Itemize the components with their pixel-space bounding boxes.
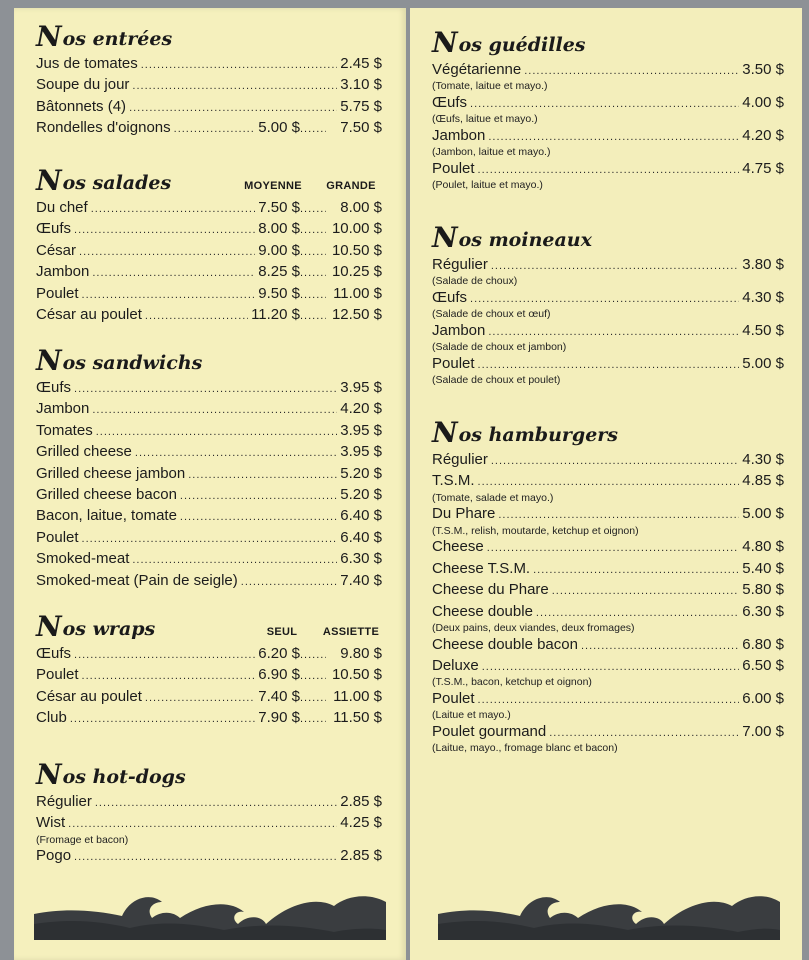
menu-item [36,262,382,283]
menu-item-description: (Fromage et bacon) [36,833,129,846]
menu-item-price-large: 11.00 $ [333,284,382,302]
menu-item [432,321,784,342]
column-headers [232,180,382,194]
menu-item-description: (Salade de choux et œuf) [432,308,551,321]
menu-item-price: 8.25 $ [258,263,300,281]
menu-item [36,219,382,240]
section-heading: N os salades MOYENNE GRANDE [36,166,382,194]
dot-leader [300,221,326,240]
menu-item-price: 6.00 $ [742,690,784,708]
menu-item-price: 4.80 $ [742,538,784,556]
menu-item-name: Jambon [432,127,486,144]
menu-item-description: (T.S.M., bacon, ketchup et oignon) [432,676,592,689]
menu-item-price-large: 8.00 $ [340,199,382,216]
item-list [36,54,382,140]
dot-leader [135,444,337,463]
dot-leader [68,815,337,834]
menu-item-name: César au poulet [36,306,142,324]
menu-item-description: (Laitue, mayo., fromage blanc et bacon) [432,742,618,755]
dot-leader [92,264,255,283]
dot-leader [95,794,337,813]
menu-item-description: (Tomate, salade et mayo.) [432,491,554,504]
menu-item [36,378,382,399]
menu-item [36,75,382,96]
menu-item-name: Régulier [432,256,488,273]
dot-leader [488,128,739,147]
dot-leader [91,200,256,219]
menu-item [36,421,382,442]
item-list [432,255,784,387]
menu-item-name: Œufs [36,379,72,396]
menu-item-price-large: 7.50 $ [340,119,382,137]
menu-item [36,644,382,665]
menu-item [36,813,382,834]
menu-item-price: 6.90 $ [258,666,300,684]
menu-item-price: 3.10 $ [340,76,382,94]
menu-item-price: 5.20 $ [340,486,382,504]
menu-item-price: 8.00 $ [258,220,300,238]
menu-item-name: Poulet [36,528,79,546]
item-list [36,644,382,730]
menu-item-price-large: 12.50 $ [331,306,382,324]
menu-item-name: T.S.M. [432,472,475,490]
dot-leader [300,120,326,139]
menu-item-name: Cheese double [432,602,533,620]
menu-item-price-large: 10.50 $ [331,666,382,684]
menu-item-price: 7.00 $ [742,723,784,741]
dot-leader [488,323,739,342]
menu-item-price: 6.20 $ [258,645,300,662]
menu-item-price: 5.20 $ [340,464,382,482]
menu-item-name: César au poulet [36,687,142,705]
menu-item [36,97,382,118]
menu-item [432,689,784,710]
menu-item-price: 6.50 $ [742,657,784,675]
menu-item-price: 3.80 $ [742,256,784,273]
menu-item-name: Poulet [432,690,475,708]
menu-item-name: Cheese double bacon [432,635,578,653]
menu-item-name: Jambon [36,263,90,281]
menu-item-price: 3.50 $ [742,61,784,78]
menu-item-price: 7.50 $ [258,199,300,216]
dot-leader [70,710,255,729]
section-moineaux [432,223,784,387]
dot-leader [470,95,739,114]
menu-item [36,708,382,729]
menu-item-price: 6.40 $ [340,507,382,525]
dot-leader [552,582,740,601]
menu-item-name: Smoked-meat [36,550,130,568]
dot-leader [82,667,256,686]
menu-item [432,60,784,81]
section-heading: N os entrées [36,20,173,53]
menu-item [36,846,382,867]
menu-item-name: Poulet [432,355,475,372]
menu-item-description: (Deux pains, deux viandes, deux fromages) [432,622,635,635]
menu-item-price-large: 11.50 $ [333,709,382,727]
menu-item-price-large: 10.50 $ [331,241,382,259]
menu-item [432,635,784,656]
section-heading: N os sandwichs [36,344,203,377]
menu-item [36,549,382,570]
menu-item-price: 2.85 $ [340,793,382,810]
menu-item-description: (T.S.M., relish, moutarde, ketchup et oignon) [432,524,639,537]
section-entrees [36,22,382,140]
menu-item-name: Wist [36,814,66,832]
menu-item-price: 6.30 $ [742,602,784,620]
menu-item-name: Rondelles d'oignons [36,119,171,137]
dot-leader [79,243,255,262]
menu-item-price: 5.00 $ [742,355,784,372]
menu-page-left [14,8,406,960]
menu-item-name: Végétarienne [432,61,522,78]
menu-item [432,537,784,558]
column-header-grande: GRANDE [326,180,376,192]
menu-item-name: Deluxe [432,657,479,675]
menu-item-price-large: 10.00 $ [331,220,382,238]
ocean-waves-icon [438,888,780,940]
menu-item-price: 4.30 $ [742,289,784,306]
menu-item-name: Régulier [36,793,92,810]
menu-item-name: Cheese [432,538,484,556]
menu-item-price: 11.20 $ [251,306,300,324]
section-heading: N os moineaux [432,221,592,254]
menu-item-price: 3.95 $ [340,421,382,439]
menu-item [36,54,382,75]
dot-leader [549,724,739,743]
menu-item-name: Bacon, laitue, tomate [36,507,177,525]
menu-item-name: Jambon [432,322,486,339]
column-header-moyenne: MOYENNE [244,180,302,192]
dot-leader [300,646,326,665]
dot-leader [470,290,739,309]
dot-leader [536,604,739,623]
menu-item [432,159,784,180]
menu-item-price: 3.95 $ [340,443,382,461]
item-list [36,792,382,868]
menu-item-price: 5.40 $ [742,559,784,577]
menu-item-name: Œufs [36,220,72,238]
menu-item-description: (Laitue et mayo.) [432,709,511,722]
menu-item [432,255,784,276]
menu-item-name: Bâtonnets (4) [36,97,127,115]
menu-item-price: 2.85 $ [340,847,382,865]
menu-item-price: 9.50 $ [258,284,300,302]
section-guedilles [432,28,784,192]
dot-leader [524,62,739,81]
menu-item-price: 7.40 $ [258,687,300,705]
menu-item-price: 5.00 $ [742,505,784,523]
menu-item-price: 4.30 $ [742,451,784,468]
menu-item-price: 7.40 $ [340,571,382,589]
menu-item-name: Jus de tomates [36,55,138,72]
menu-item-price: 5.75 $ [340,97,382,115]
menu-item-price: 4.00 $ [742,94,784,111]
section-heading: N os guédilles [432,26,586,59]
menu-item-name: Poulet [36,666,79,684]
menu-item-name: Poulet gourmand [432,723,547,741]
menu-item-price: 6.30 $ [340,550,382,568]
menu-item-description: (Tomate, laitue et mayo.) [432,80,548,93]
menu-item-price: 7.90 $ [258,709,300,727]
dot-leader [581,637,739,656]
menu-item [432,450,784,471]
item-list [36,198,382,326]
dot-leader [74,646,255,665]
menu-item-price: 5.00 $ [258,119,300,137]
menu-item-name: Pogo [36,847,72,865]
menu-item [36,284,382,305]
menu-item-name: Œufs [432,289,468,306]
menu-item [432,126,784,147]
dot-leader [300,200,326,219]
menu-item-name: Cheese T.S.M. [432,559,531,577]
menu-item-name: Du chef [36,199,88,216]
dot-leader [300,689,326,708]
menu-item-name: Grilled cheese [36,443,132,461]
ocean-waves-icon [34,888,386,940]
menu-item [36,241,382,262]
menu-item [36,506,382,527]
menu-item-name: Jambon [36,400,90,418]
dot-leader [145,689,255,708]
dot-leader [132,551,337,570]
section-hamburgers [432,418,784,755]
dot-leader [96,423,338,442]
menu-item-name: Œufs [432,94,468,111]
dot-leader [180,487,337,506]
menu-item [36,442,382,463]
menu-item-price: 2.45 $ [340,55,382,72]
menu-item [432,471,784,492]
dot-leader [478,161,740,180]
menu-item-name: Soupe du jour [36,76,130,94]
menu-item-price-large: 11.00 $ [333,687,382,705]
dot-leader [300,667,326,686]
menu-item-name: Grilled cheese jambon [36,464,186,482]
dot-leader [478,691,740,710]
dot-leader [300,286,326,305]
dot-leader [74,380,337,399]
menu-item-price: 6.40 $ [340,528,382,546]
dot-leader [82,286,256,305]
menu-item-price-large: 9.80 $ [340,645,382,662]
menu-item-description: (Œufs, laitue et mayo.) [432,113,538,126]
dot-leader [300,307,326,326]
dot-leader [82,530,338,549]
menu-item [36,485,382,506]
section-heading: N os wraps SEUL ASSIETTE [36,612,382,640]
menu-item-name: Du Phare [432,505,496,523]
menu-item [36,118,382,139]
menu-item-description: (Salade de choux) [432,275,518,288]
dot-leader [300,243,326,262]
column-header-assiette: ASSIETTE [322,626,380,638]
menu-item [432,354,784,375]
item-list [432,60,784,192]
menu-item-price: 4.50 $ [742,322,784,339]
menu-item-name: Œufs [36,645,72,662]
menu-item-description: (Jambon, laitue et mayo.) [432,146,551,159]
menu-item-description: (Salade de choux et jambon) [432,341,567,354]
section-heading: N os hot-dogs [36,758,186,791]
menu-item-name: Smoked-meat (Pain de seigle) [36,571,238,589]
menu-item-price: 4.75 $ [742,160,784,177]
dot-leader [174,120,256,139]
section-hotdogs [36,760,382,868]
menu-item-price: 4.25 $ [340,814,382,832]
menu-item [432,580,784,601]
dot-leader [145,307,248,326]
menu-item-price-large: 10.25 $ [331,263,382,281]
section-heading: N os hamburgers [432,416,618,449]
menu-item [36,571,382,592]
menu-item-price: 6.80 $ [742,635,784,653]
menu-item-price: 5.80 $ [742,581,784,599]
menu-item-price: 4.20 $ [340,400,382,418]
menu-item-description: (Salade de choux et poulet) [432,374,561,387]
menu-item-name: Club [36,709,67,727]
dot-leader [129,99,337,118]
menu-item-name: Poulet [36,284,79,302]
menu-item-price: 4.85 $ [742,472,784,490]
menu-item-name: Grilled cheese bacon [36,486,177,504]
menu-item [432,288,784,309]
section-sandwichs [36,346,382,592]
menu-item-price: 9.00 $ [258,241,300,259]
menu-item-price: 3.95 $ [340,379,382,396]
menu-item [36,792,382,813]
menu-item [36,305,382,326]
column-headers [252,626,382,640]
dot-leader [241,573,338,592]
menu-item-name: Poulet [432,160,475,177]
menu-item [432,93,784,114]
dot-leader [478,473,740,492]
menu-item [432,559,784,580]
menu-item [432,504,784,525]
menu-item [36,399,382,420]
dot-leader [141,56,338,75]
menu-item-name: Cheese du Phare [432,581,549,599]
menu-page-right [410,8,802,960]
dot-leader [74,848,337,867]
menu-item-description: (Poulet, laitue et mayo.) [432,179,543,192]
dot-leader [491,257,739,276]
menu-item-name: Tomates [36,421,93,439]
menu-item [36,665,382,686]
dot-leader [180,508,337,527]
menu-item [432,722,784,743]
menu-item [36,464,382,485]
dot-leader [188,466,337,485]
dot-leader [300,710,326,729]
dot-leader [478,356,740,375]
column-header-seul: SEUL [266,626,298,638]
item-list [36,378,382,592]
menu-item-price: 4.20 $ [742,127,784,144]
menu-item [36,687,382,708]
menu-item-name: Régulier [432,451,488,468]
dot-leader [491,452,739,471]
dot-leader [487,539,740,558]
dot-leader [132,77,337,96]
menu-item [432,656,784,677]
item-list [432,450,784,755]
section-wraps [36,612,382,730]
dot-leader [482,658,740,677]
section-salades [36,166,382,326]
dot-leader [533,561,739,580]
dot-leader [300,264,326,283]
dot-leader [498,506,739,525]
menu-item [36,528,382,549]
dot-leader [92,401,337,420]
menu-item [36,198,382,219]
menu-item [432,602,784,623]
dot-leader [74,221,255,240]
menu-item-name: César [36,241,77,259]
